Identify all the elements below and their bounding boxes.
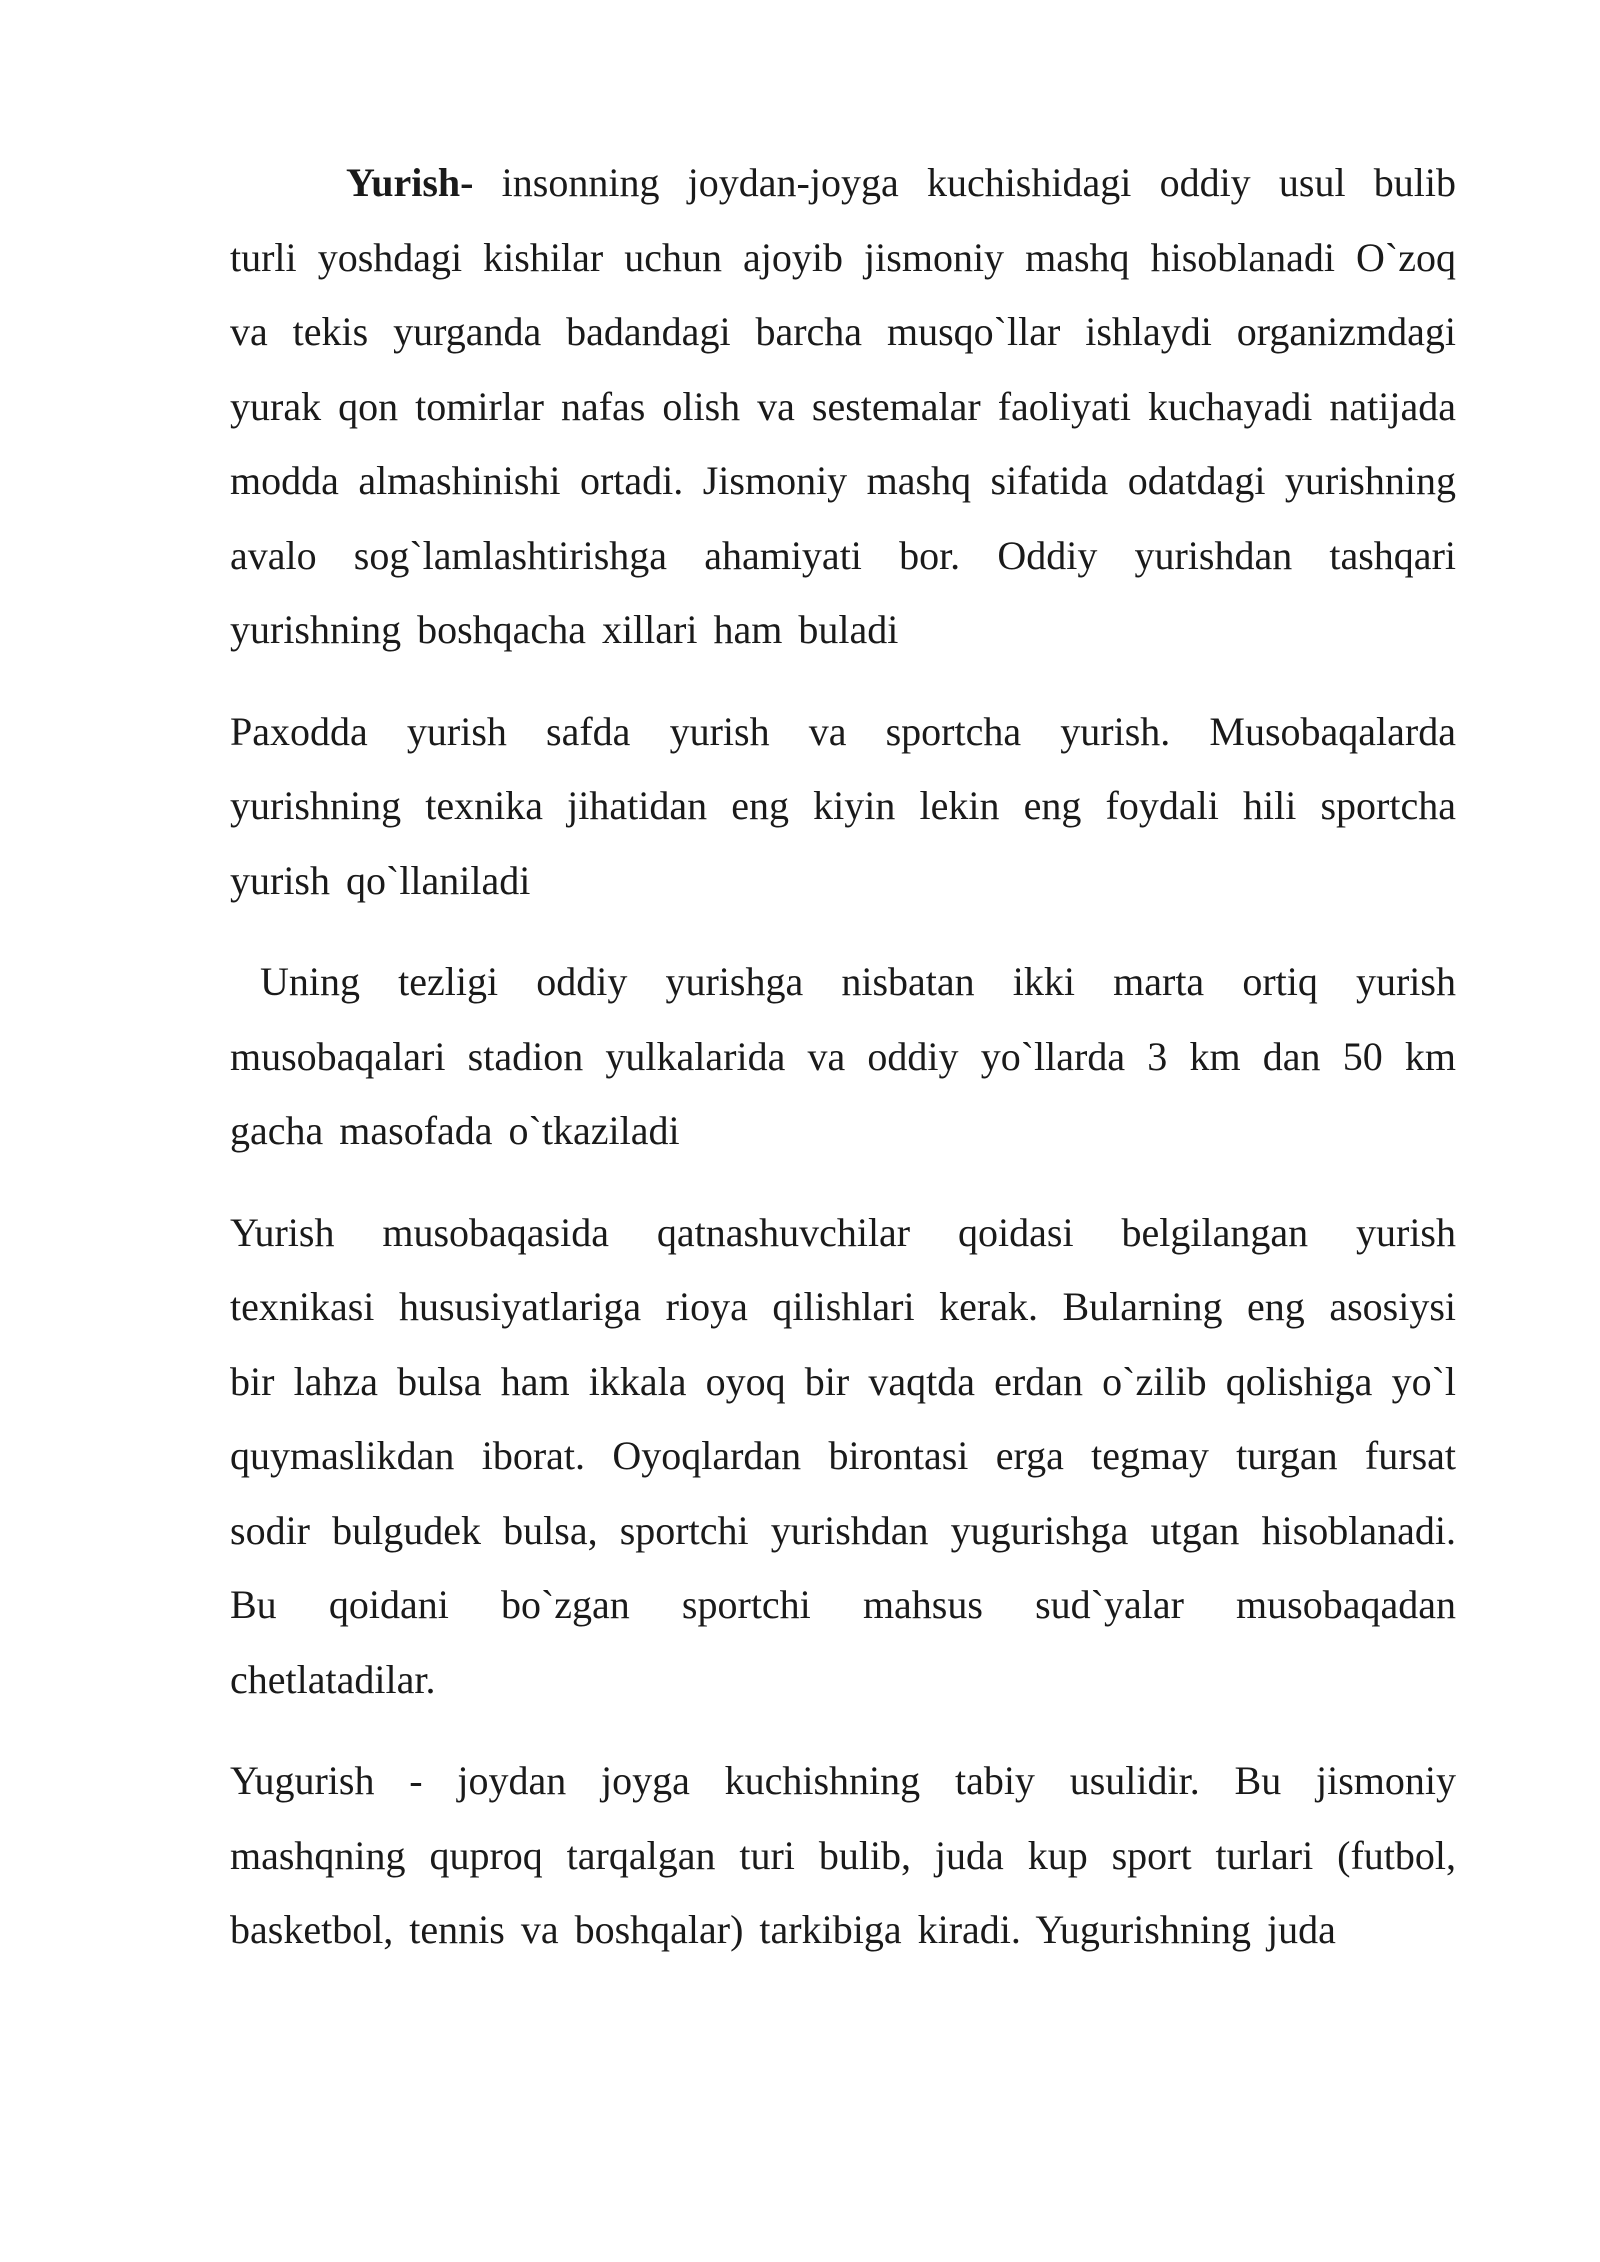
paragraph-text: Paxodda yurish safda yurish va sportcha yurish. Musobaqalarda yurishning texnika jihatidan eng kiyin lekin eng foydali hili sportcha yurish qo`llaniladi <box>230 708 1456 903</box>
paragraph-race-walking-speed <box>230 945 1456 1169</box>
paragraph-text: Uning tezligi oddiy yurishga nisbatan ikki marta ortiq yurish musobaqalari stadion yulkalarida va oddiy yo`llarda 3 km dan 50 km gacha masofada o`tkaziladi <box>230 959 1456 1153</box>
term-yurish: Yurish- <box>346 160 474 205</box>
paragraph-walking-types <box>230 695 1456 919</box>
paragraph-text: Yurish musobaqasida qatnashuvchilar qoidasi belgilangan yurish texnikasi hususiyatlariga rioya qilishlari kerak. Bularning eng asosiysi bir lahza bulsa ham ikkala oyoq bir vaqtda erdan o`zilib qolishiga yo`l quymaslikdan iborat. Oyoqlardan birontasi erga tegmay turgan fursat sodir bulgudek bulsa, sportchi yurishdan yugurishga utgan hisoblanadi. Bu qoidani bo`zgan sportchi mahsus sud`yalar musobaqadan chetlatadilar. <box>230 1209 1456 1702</box>
paragraph-yurish-definition <box>230 146 1456 668</box>
paragraph-text: Yugurish - joydan joyga kuchishning tabiy usulidir. Bu jismoniy mashqning quproq tarqalgan turi bulib, juda kup sport turlari (futbol, basketbol, tennis va boshqalar) tarkibiga kiradi. Yugurishning juda <box>230 1758 1456 1952</box>
paragraph-race-walking-rules <box>230 1196 1456 1718</box>
document-body <box>230 146 1456 1995</box>
paragraph-text: insonning joydan-joyga kuchishidagi oddiy usul bulib turli yoshdagi kishilar uchun ajoyib jismoniy mashq hisoblanadi O`zoq va tekis yurganda badandagi barcha musqo`llar ishlaydi organizmdagi yurak qon tomirlar nafas olish va sestemalar faoliyati kuchayadi natijada modda almashinishi ortadi. Jismoniy mashq sifatida odatdagi yurishning avalo sog`lamlashtirishga ahamiyati bor. Oddiy yurishdan tashqari yurishning boshqacha xillari ham buladi <box>230 160 1456 652</box>
paragraph-running-definition <box>230 1744 1456 1968</box>
